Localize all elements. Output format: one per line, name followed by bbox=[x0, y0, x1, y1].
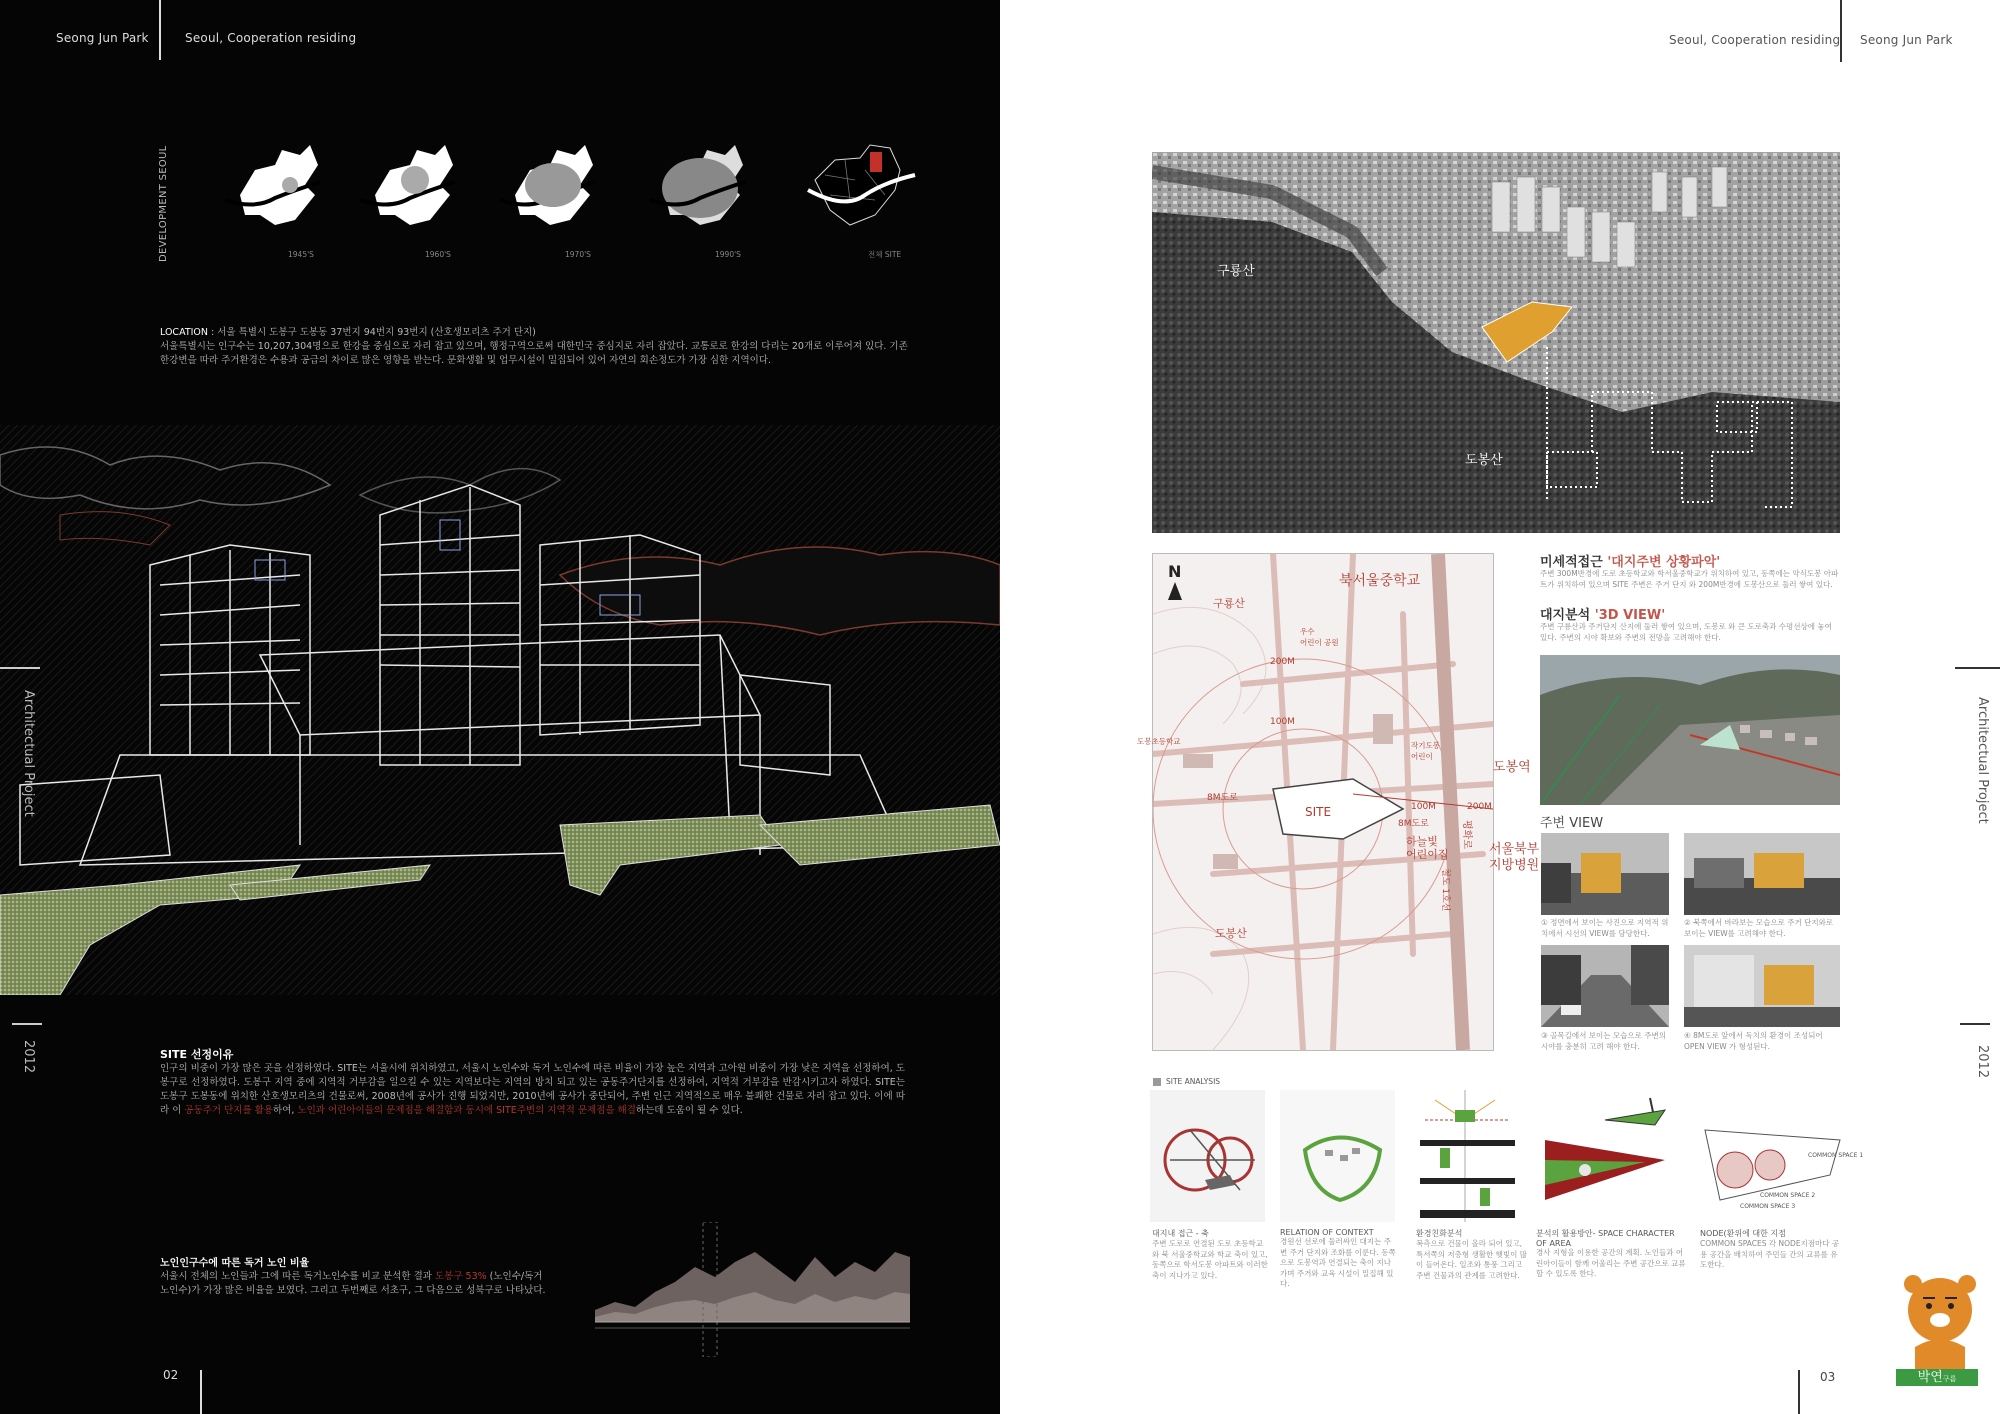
map-label-road8: 8M도로 bbox=[1207, 793, 1238, 803]
site-title: SITE 선정이유 bbox=[160, 1048, 234, 1061]
site-analysis-label: SITE ANALYSIS bbox=[1166, 1077, 1221, 1086]
site-body-3: 하는데 도움이 될 수 있다. bbox=[635, 1105, 743, 1116]
map-label-1970: 1970'S bbox=[565, 250, 591, 259]
side-label: Architectual Project bbox=[21, 690, 36, 817]
view-caption-1: ① 정면에서 보이는 사진으로 지역적 위치에서 시선의 VIEW를 담당한다. bbox=[1541, 918, 1669, 938]
map-label-hospital: 서울북부 지방병원 bbox=[1489, 842, 1540, 873]
elderly-body-2: (노인수/독거노인수)가 가장 많은 비율을 보였다. 그리고 두번째로 서초구, 그 다음으로 성북구로 나타났다. bbox=[160, 1271, 546, 1296]
analysis-item-1 bbox=[1152, 1228, 1270, 1281]
micro-title bbox=[1540, 551, 1720, 570]
map-1970 bbox=[500, 145, 595, 225]
stamp-name-box bbox=[1896, 1369, 1978, 1386]
analysis-item-1-body: 주변 도로로 연결된 도로 초등학교와 북 서울중학교와 학교 축이 있고, 동쪽으로 학서도봉 아파트와 이러한 축이 지나가고 있다. bbox=[1152, 1239, 1268, 1280]
micro-title-main: 미세적접근 bbox=[1540, 555, 1608, 570]
site-body-1: 인구의 비중이 가장 많은 곳을 선정하였다. SITE는 서울시에 위치하였고, 서울시 노인수와 독거 노인수에 따른 비율이 가장 높은 지역과 고아원 비중이 가장 낮은 지역을 선정하여, 도봉구로 선정하였다. 도봉구 지역 중에 지역적 거부감을 일으킬 수 있는 지역보다는 지역의 방치 되고 있는 공동주거단지를 선정하여, 지역적 거부감을 반감시키고자 하였다. SITE는 도봉구 도봉동에 위치한 산호생모리츠의 건물로써, 2008년에 공사가 진행 되었지만, 2010년에 공사가 중단되어, 주변 인근 지역적으로 매우 불쾌한 건물로 자리 잡고 있다. 이에 따라 이 bbox=[160, 1063, 905, 1116]
map-label-site: 전체 SITE bbox=[868, 250, 902, 259]
map-label-station: 도봉역 bbox=[1493, 760, 1531, 775]
analysis-item-3-title: 환경친화분석 bbox=[1416, 1229, 1463, 1238]
right-page bbox=[1000, 0, 2000, 1414]
map-label-1990: 1990'S bbox=[715, 250, 741, 259]
analysis-title-quote: '3D VIEW' bbox=[1594, 608, 1666, 623]
map-label-site: SITE bbox=[1305, 805, 1332, 819]
analysis-item-2-body: 경원선 선로에 둘러싸인 대지는 주변 주거 단지와 조화를 이룬다. 동쪽으로 도봉역과 연결되는 축이 지나가며 주거와 교육 시설이 밀집해 있다. bbox=[1280, 1237, 1396, 1288]
analysis-body: 주변 구룡산과 주거단지 산지에 둘러 쌓여 있으며, 도봉로 와 큰 도로축과 수평선상에 놓여 있다. 주변의 시야 확보와 주변의 전망을 고려해야 한다. bbox=[1540, 622, 1832, 642]
page-number-left: 02 bbox=[163, 1368, 179, 1382]
micro-body: 주변 300M반경에 도로 초등학교와 학서울중학교가 위치하여 있고, 동쪽에는 약식도봉 아파트가 위치하여 있으며 SITE 주변은 주거 단지 와 200M반경에 도봉산으로 둘러 쌓여 있다. bbox=[1540, 569, 1839, 589]
location-label: LOCATION bbox=[160, 327, 209, 338]
year-mark-line bbox=[12, 1023, 42, 1025]
map-label-1960: 1960'S bbox=[425, 250, 451, 259]
analysis-item-4-title: 분석의 활용방안- SPACE CHARACTER OF AREA bbox=[1536, 1229, 1675, 1248]
header-divider bbox=[159, 0, 161, 60]
side-mark-line bbox=[0, 667, 40, 669]
footer-divider bbox=[1798, 1370, 1800, 1414]
elderly-body-red: 도봉구 53% bbox=[434, 1271, 487, 1282]
stamp-name: 박연 bbox=[1917, 1370, 1943, 1385]
analysis-item-1-title: 대지내 접근 - 축 bbox=[1152, 1229, 1209, 1238]
analysis-item-3-body: 복측으로 건물이 올라 되어 있고, 특서쪽의 저층형 생활한 햇빛이 많이 들어온다. 일조와 통풍 그리고 주변 건물과의 관계를 고려한다. bbox=[1416, 1239, 1527, 1280]
map-1990 bbox=[650, 145, 745, 225]
map-1945 bbox=[225, 145, 320, 225]
diagram-axis bbox=[1150, 1090, 1265, 1222]
side-label: Architectual Project bbox=[1975, 697, 1990, 824]
view-caption-2: ② 북쪽에서 바라보는 모습으로 주거 단지와로 보이는 VIEW를 고려해야 한다. bbox=[1684, 918, 1834, 938]
year-mark-line bbox=[1960, 1023, 1990, 1025]
map-label-road8-b: 8M도로 bbox=[1398, 819, 1429, 829]
map-label-dobong-school: 도봉초등학교 bbox=[1137, 737, 1181, 746]
map-label-100m-b: 100M bbox=[1411, 802, 1436, 812]
aerial-photo bbox=[1152, 152, 1840, 533]
map-label-park: 우수 어린이 공원 bbox=[1300, 627, 1339, 647]
analysis-item-2-title: RELATION OF CONTEXT bbox=[1280, 1228, 1374, 1237]
view-photo-3 bbox=[1541, 945, 1669, 1027]
3d-view-photo bbox=[1540, 655, 1840, 805]
map-label-200m: 200M bbox=[1270, 657, 1295, 667]
location-head: : 서울 특별시 도봉구 도봉동 37번지 94번지 93번지 (산호생모리츠 주거 단지) bbox=[208, 327, 536, 338]
north-arrow-icon: N bbox=[1168, 562, 1182, 581]
location-block bbox=[160, 326, 910, 368]
header-title: Seoul, Cooperation residing bbox=[185, 31, 357, 45]
map-label-haneul: 하늘빛 어린이집 bbox=[1406, 835, 1449, 861]
node-label-1: COMMON SPACE 1 bbox=[1808, 1152, 1864, 1159]
analysis-item-4-body: 경사 지형을 이용한 공간의 계획. 노인들과 어린아이들이 함께 어울리는 주변 공간으로 교류할 수 있도록 한다. bbox=[1536, 1248, 1686, 1278]
site-body-red1: 공동주거 단지를 활용 bbox=[184, 1105, 274, 1116]
analysis-item-2 bbox=[1280, 1228, 1398, 1290]
site-body-2: 하여, bbox=[273, 1105, 298, 1116]
header-title: Seoul, Cooperation residing bbox=[1669, 33, 1841, 47]
micro-title-quote: '대지주변 상황파악' bbox=[1607, 555, 1721, 570]
map-label-100m: 100M bbox=[1270, 717, 1295, 727]
map-label-200m-b: 200M bbox=[1467, 802, 1492, 812]
map-1960 bbox=[360, 145, 455, 225]
analysis-item-4 bbox=[1536, 1228, 1686, 1280]
analysis-title bbox=[1540, 604, 1665, 623]
map-label-rail: 철도 1호선 bbox=[1440, 868, 1450, 912]
building-rendering bbox=[0, 425, 1000, 995]
side-mark-line bbox=[1955, 667, 2000, 669]
map-label-guryong: 구룡산 bbox=[1213, 597, 1245, 610]
map-label-kindergarten: 작기도봉 어린이 bbox=[1411, 741, 1440, 761]
year-label: 2012 bbox=[21, 1040, 36, 1074]
map-label-school: 북서울중학교 bbox=[1339, 573, 1421, 589]
site-body bbox=[160, 1062, 905, 1118]
dev-seoul-title: DEVELOPMENT SEOUL bbox=[158, 145, 169, 262]
stamp-sub: 구름 bbox=[1942, 1375, 1957, 1383]
view-caption-3: ③ 골목길에서 보이는 모습으로 주변의 시야를 충분히 고려 해야 한다. bbox=[1541, 1031, 1666, 1051]
map-label-road-v: 평화로 bbox=[1461, 820, 1472, 849]
map-label-1945: 1945'S bbox=[288, 250, 314, 259]
views-title: 주변 VIEW bbox=[1540, 816, 1604, 831]
site-analysis-bullet bbox=[1153, 1078, 1161, 1086]
north-arrow-shape bbox=[1168, 582, 1182, 600]
node-label-2: COMMON SPACE 2 bbox=[1760, 1192, 1816, 1199]
location-body: 서울특별시는 인구수는 10,207,304명으로 한강을 중심으로 자리 잡고 있으며, 행정구역으로써 대한민국 중심지로 자리 잡았다. 교통로로 한강의 다리는 20개로 이루어져 있다. 기존 한강변을 따라 주거환경은 수용과 공급의 차이로 많은 영향을 받는다. 문화생활 및 업무시설이 밀집되어 있어 자연의 회손정도가 가장 심한 지역이다. bbox=[160, 341, 908, 366]
view-photo-4 bbox=[1684, 945, 1840, 1027]
view-photo-1 bbox=[1541, 833, 1669, 915]
analysis-item-5-body: COMMON SPACES 각 NODE지점마다 공용 공간을 배치하여 주민들 간의 교류를 유도한다. bbox=[1700, 1239, 1840, 1269]
header-divider bbox=[1840, 0, 1842, 62]
header-author: Seong Jun Park bbox=[56, 31, 149, 45]
lion-mascot-icon bbox=[1895, 1272, 1985, 1372]
view-photo-2 bbox=[1684, 833, 1840, 915]
analysis-item-3 bbox=[1416, 1228, 1528, 1281]
diagram-environment bbox=[1415, 1090, 1520, 1222]
aerial-label-guryong: 구룡산 bbox=[1217, 264, 1255, 279]
analysis-title-main: 대지분석 bbox=[1540, 608, 1595, 623]
elderly-body-1: 서울시 전체의 노인들과 그에 따른 독거노인수를 비교 분석한 결과 bbox=[160, 1271, 435, 1282]
analysis-item-5 bbox=[1700, 1228, 1840, 1271]
aerial-label-dobong: 도봉산 bbox=[1465, 453, 1503, 468]
analysis-item-5-title: NODE(환위에 대한 지점 bbox=[1700, 1229, 1786, 1238]
elderly-area-chart bbox=[595, 1222, 910, 1357]
elderly-title: 노인인구수에 따른 독거 노인 비율 bbox=[160, 1258, 310, 1269]
diagram-context bbox=[1280, 1090, 1395, 1222]
node-label-3: COMMON SPACE 3 bbox=[1740, 1203, 1796, 1210]
diagram-node bbox=[1705, 1130, 1840, 1200]
map-site bbox=[808, 145, 915, 225]
elderly-body bbox=[160, 1270, 550, 1298]
page-number-right: 03 bbox=[1820, 1370, 1836, 1384]
footer-divider bbox=[200, 1370, 202, 1414]
site-body-red2: 노인과 어린아이들의 문제점을 해결함과 동시에 SITE주변의 지역적 문제점을 해결 bbox=[297, 1105, 636, 1116]
year-label: 2012 bbox=[1975, 1045, 1990, 1079]
map-label-dobongsan: 도봉산 bbox=[1215, 927, 1247, 940]
header-author: Seong Jun Park bbox=[1860, 33, 1953, 47]
diagram-space bbox=[1545, 1098, 1665, 1200]
view-caption-4: ④ 8M도로 앞에서 독치의 환경이 조성되어 OPEN VIEW 가 형성된다. bbox=[1684, 1031, 1823, 1051]
